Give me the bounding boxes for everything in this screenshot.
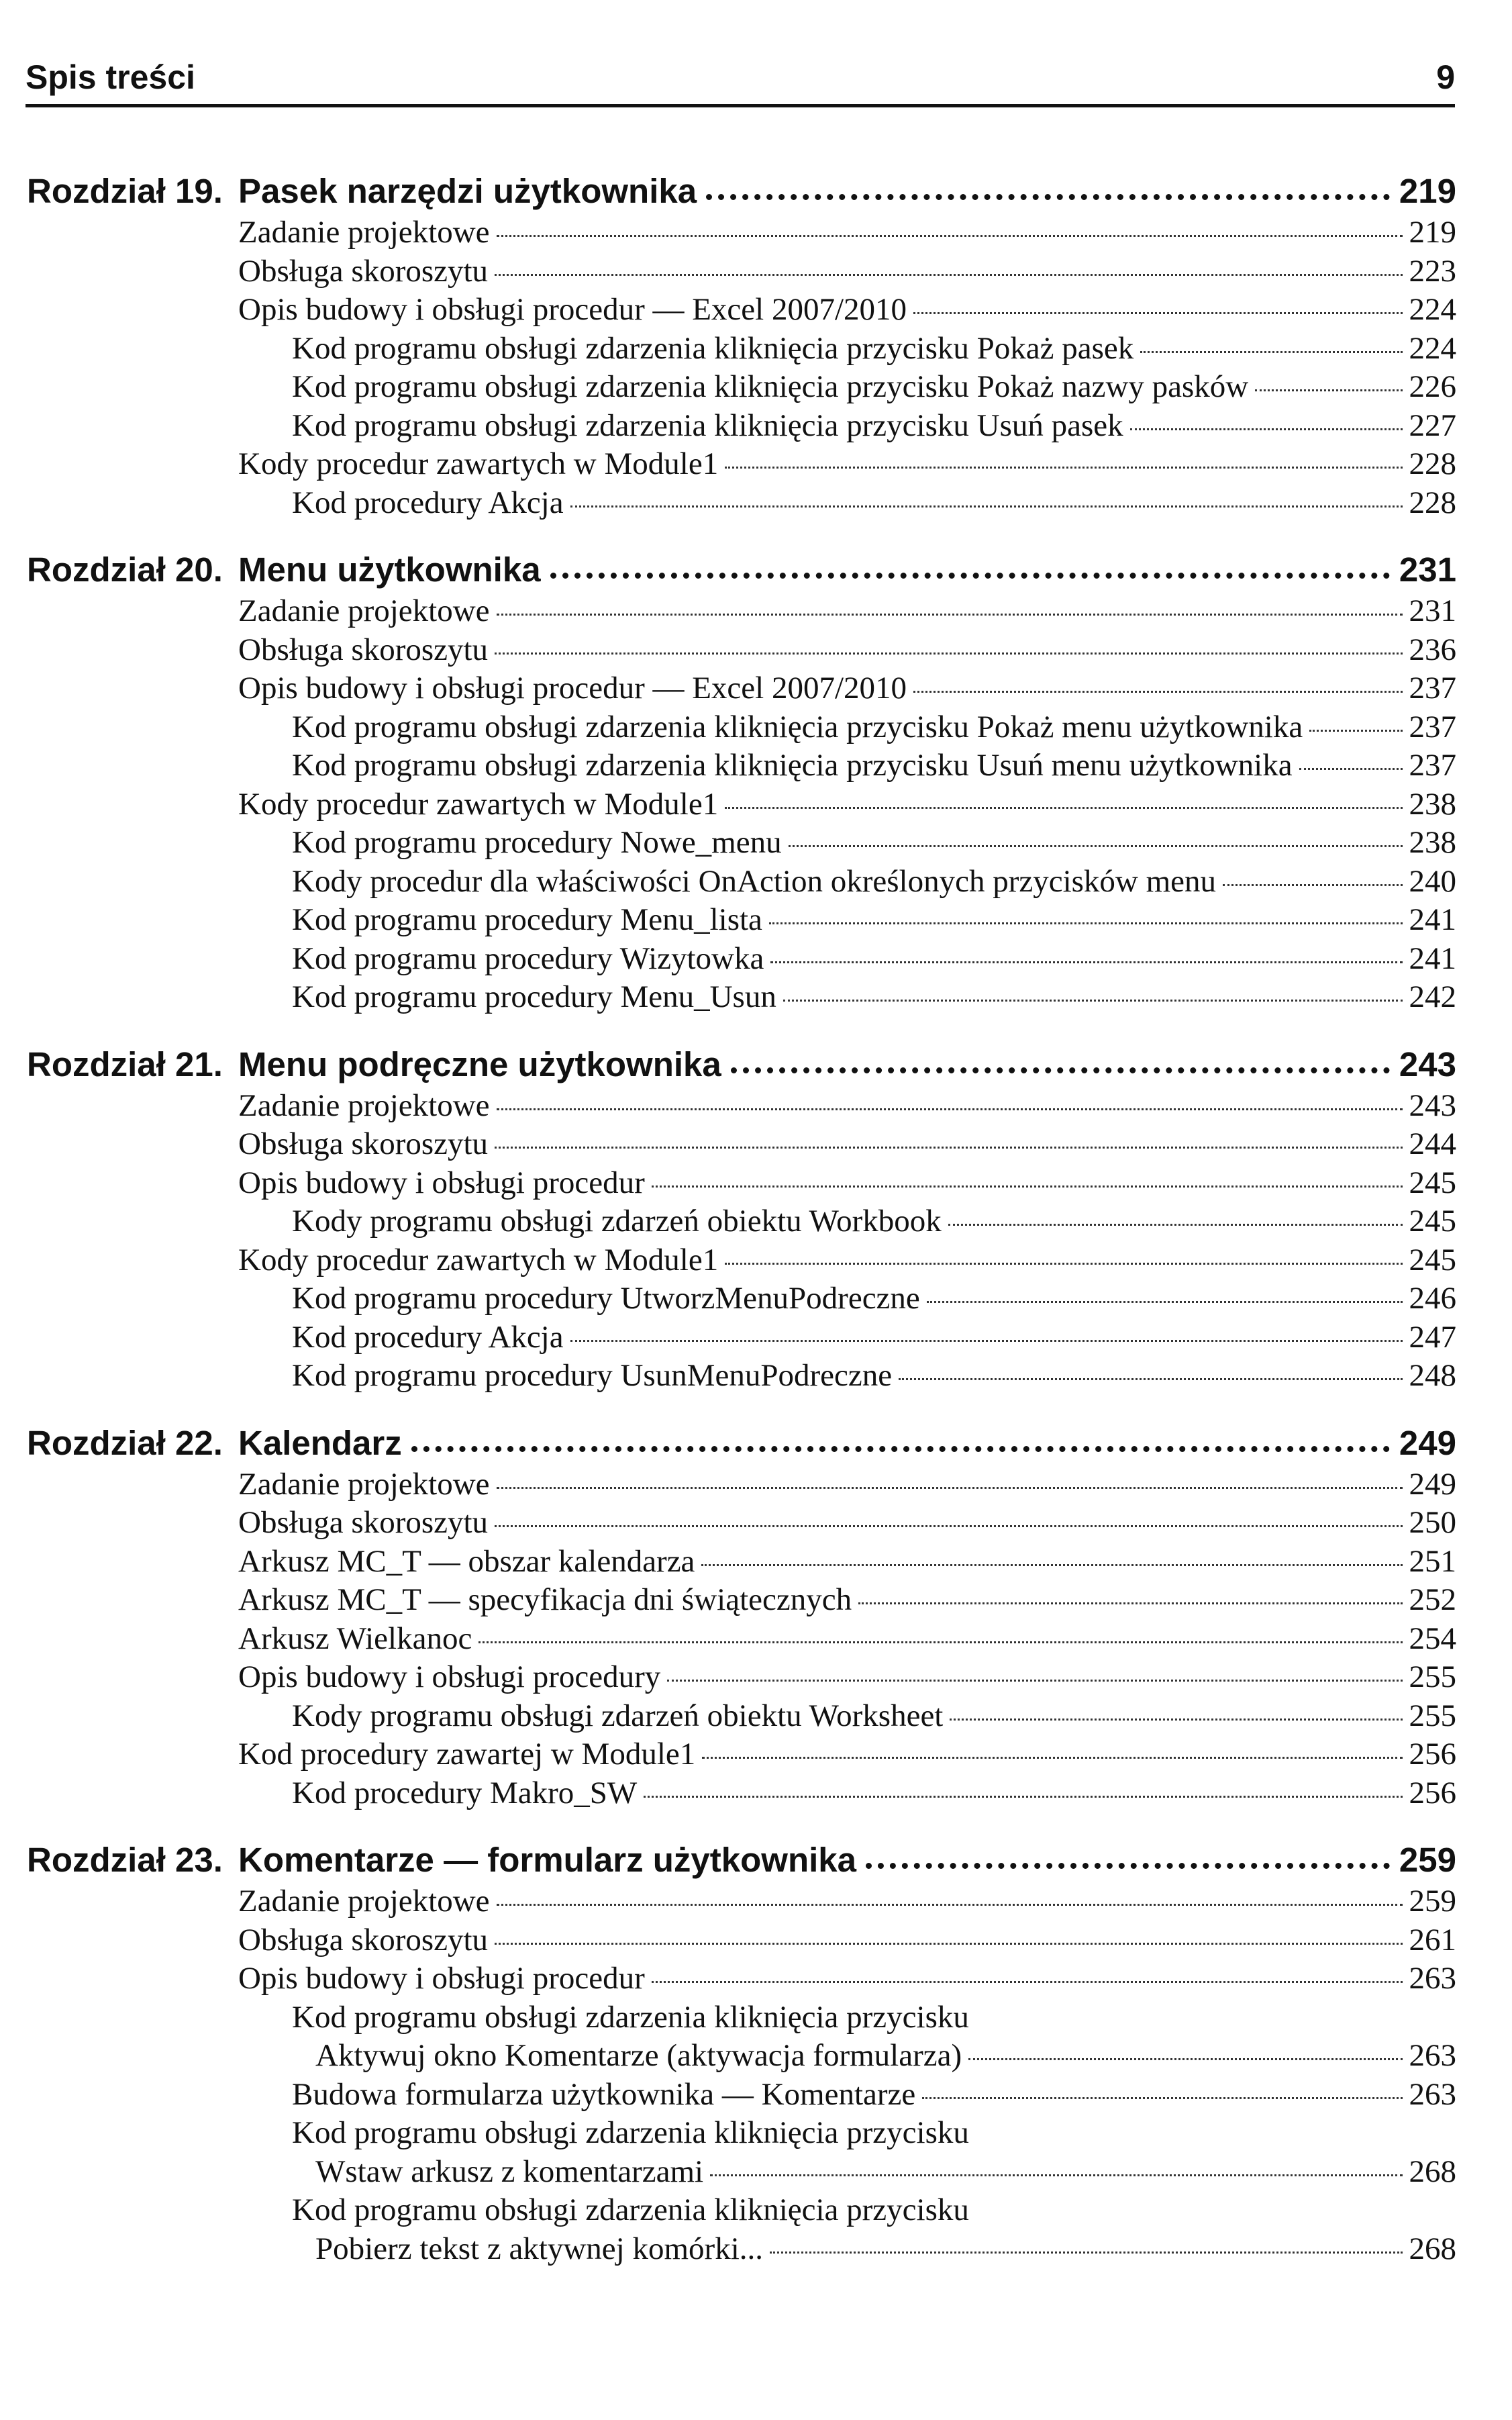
toc-entry — [27, 1126, 1456, 1165]
entry-text: Kod programu obsługi zdarzenia kliknięcia przycisku Pokaż pasek — [292, 330, 1134, 366]
dot-leader — [497, 1904, 1403, 1906]
dot-leader — [478, 1641, 1402, 1643]
dot-leader — [701, 1564, 1402, 1566]
entry-text: Opis budowy i obsługi procedur — [238, 1961, 645, 1996]
entry-page: 263 — [1409, 2076, 1456, 2112]
chapter-heading — [27, 550, 1456, 593]
page-header — [26, 51, 1455, 105]
toc-entry — [27, 786, 1456, 825]
toc-entry — [27, 1087, 1456, 1126]
dot-leader — [1299, 768, 1403, 770]
dot-leader — [725, 1263, 1402, 1265]
toc-entry — [27, 1883, 1456, 1922]
entry-text: Kod programu procedury UtworzMenuPodreczne — [292, 1281, 920, 1316]
entry-page: 224 — [1409, 330, 1456, 366]
header-rule — [26, 104, 1455, 107]
entry-text: Obsługa skoroszytu — [238, 253, 489, 289]
chapter-heading — [27, 1045, 1456, 1087]
toc-entry — [27, 330, 1456, 369]
dot-leader — [1255, 389, 1402, 391]
toc-entry — [27, 1659, 1456, 1698]
entry-text: Obsługa skoroszytu — [238, 1126, 489, 1161]
entry-page: 246 — [1409, 1281, 1456, 1316]
dot-leader — [710, 2174, 1402, 2176]
entry-page: 251 — [1409, 1543, 1456, 1579]
entry-page: 252 — [1409, 1582, 1456, 1617]
toc-entry — [27, 2076, 1456, 2115]
toc-entry — [27, 902, 1456, 940]
toc-entry — [27, 747, 1456, 786]
entry-text: Kod programu obsługi zdarzenia kliknięcia przycisku — [292, 2115, 969, 2150]
entry-page: 256 — [1409, 1775, 1456, 1810]
entry-page: 228 — [1409, 446, 1456, 481]
dot-leader — [495, 652, 1402, 655]
dot-leader — [652, 1185, 1403, 1188]
entry-page: 245 — [1409, 1165, 1456, 1200]
entry-text: Zadanie projektowe — [238, 1884, 490, 1919]
entry-page: 224 — [1409, 292, 1456, 327]
dot-leader — [770, 961, 1402, 963]
entry-page: 259 — [1409, 1884, 1456, 1919]
dot-leader — [1140, 351, 1402, 353]
entry-text: Obsługa skoroszytu — [238, 632, 489, 667]
dot-leader — [769, 922, 1403, 924]
entry-text: Obsługa skoroszytu — [238, 1922, 489, 1957]
dot-leader — [948, 1224, 1403, 1226]
entry-text: Zadanie projektowe — [238, 593, 490, 628]
toc-entry — [27, 1319, 1456, 1358]
entry-text: Kody programu obsługi zdarzeń obiektu Workbook — [292, 1204, 942, 1239]
dot-leader — [495, 1943, 1402, 1945]
toc-entry — [27, 369, 1456, 407]
entry-page: 223 — [1409, 253, 1456, 289]
chapter-label: Rozdział 22. — [27, 1423, 223, 1462]
entry-text: Kod programu obsługi zdarzenia kliknięcia przycisku — [292, 2192, 969, 2227]
dot-leader — [1309, 730, 1402, 732]
entry-text: Kod programu obsługi zdarzenia kliknięcia przycisku — [292, 1999, 969, 2035]
toc-entry — [27, 1999, 1456, 2038]
dot-leader — [667, 1680, 1402, 1682]
toc-entry — [27, 824, 1456, 863]
dot-leader — [922, 2097, 1402, 2099]
chapter-title: Komentarze — formularz użytkownika — [238, 1841, 857, 1879]
entry-text: Obsługa skoroszytu — [238, 1505, 489, 1540]
chapter-section — [27, 171, 1456, 523]
dot-leader — [1223, 884, 1402, 886]
entry-text: Kod programu procedury UsunMenuPodreczne — [292, 1358, 893, 1393]
dot-leader — [725, 807, 1402, 809]
entry-text: Opis budowy i obsługi procedur — [238, 1165, 645, 1200]
entry-page: 263 — [1409, 2038, 1456, 2073]
entry-page: 242 — [1409, 979, 1456, 1014]
entry-text: Zadanie projektowe — [238, 1087, 490, 1123]
dot-leader — [1130, 428, 1403, 430]
entry-page: 245 — [1409, 1204, 1456, 1239]
entry-text: Arkusz MC_T — specyfikacja dni świątecznych — [238, 1582, 852, 1617]
toc-entry — [27, 1736, 1456, 1775]
entry-page: 254 — [1409, 1620, 1456, 1656]
dot-leader — [497, 1108, 1403, 1110]
dot-leader — [570, 505, 1403, 507]
chapter-section — [27, 1045, 1456, 1396]
dot-leader — [495, 1525, 1402, 1527]
dot-leader — [550, 573, 1390, 579]
toc-entry — [27, 2153, 1456, 2192]
chapter-page: 219 — [1399, 172, 1456, 210]
toc-entry — [27, 1543, 1456, 1582]
chapter-heading — [27, 1423, 1456, 1466]
chapter-label: Rozdział 19. — [27, 172, 223, 210]
table-of-contents — [27, 171, 1456, 2296]
chapter-label: Rozdział 21. — [27, 1045, 223, 1083]
toc-entry — [27, 2115, 1456, 2153]
chapter-heading — [27, 171, 1456, 214]
entry-text: Budowa formularza użytkownika — Komentarze — [292, 2076, 916, 2112]
entry-text: Kod programu procedury Menu_Usun — [292, 979, 776, 1014]
dot-leader — [725, 467, 1402, 469]
chapter-title: Menu podręczne użytkownika — [238, 1045, 721, 1083]
dot-leader — [411, 1446, 1390, 1452]
entry-text: Kod programu procedury Menu_lista — [292, 902, 762, 937]
entry-page: 241 — [1409, 940, 1456, 976]
entry-page: 228 — [1409, 485, 1456, 520]
dot-leader — [652, 1981, 1403, 1983]
entry-text: Kod procedury Akcja — [292, 485, 564, 520]
entry-text: Kod procedury zawartej w Module1 — [238, 1737, 696, 1772]
chapter-section — [27, 550, 1456, 1018]
toc-entry — [27, 979, 1456, 1018]
toc-entry — [27, 485, 1456, 524]
toc-entry — [27, 2231, 1456, 2270]
entry-text: Pobierz tekst z aktywnej komórki... — [315, 2231, 763, 2266]
entry-page: 249 — [1409, 1466, 1456, 1502]
dot-leader — [858, 1602, 1402, 1604]
entry-text: Kod programu obsługi zdarzenia kliknięcia przycisku Usuń pasek — [292, 407, 1123, 443]
chapter-section — [27, 1840, 1456, 2269]
chapter-label: Rozdział 20. — [27, 550, 223, 589]
chapter-section — [27, 1423, 1456, 1814]
entry-page: 247 — [1409, 1319, 1456, 1355]
chapter-page: 249 — [1399, 1423, 1456, 1462]
dot-leader — [495, 274, 1402, 276]
entry-page: 236 — [1409, 632, 1456, 667]
chapter-page: 243 — [1399, 1045, 1456, 1083]
entry-text: Zadanie projektowe — [238, 215, 490, 250]
entry-text: Kody programu obsługi zdarzeń obiektu Worksheet — [292, 1698, 944, 1733]
chapter-label: Rozdział 23. — [27, 1841, 223, 1879]
entry-page: 244 — [1409, 1126, 1456, 1161]
entry-text: Kod programu obsługi zdarzenia kliknięcia przycisku Pokaż menu użytkownika — [292, 709, 1303, 744]
toc-entry — [27, 446, 1456, 485]
entry-page: 263 — [1409, 1961, 1456, 1996]
chapter-heading — [27, 1840, 1456, 1883]
entry-page: 219 — [1409, 215, 1456, 250]
entry-page: 255 — [1409, 1698, 1456, 1733]
toc-entry — [27, 940, 1456, 979]
entry-page: 243 — [1409, 1087, 1456, 1123]
toc-entry — [27, 253, 1456, 292]
running-title: Spis treści — [26, 58, 195, 96]
entry-page: 261 — [1409, 1922, 1456, 1957]
toc-entry — [27, 214, 1456, 253]
toc-entry — [27, 1960, 1456, 1999]
chapter-title: Pasek narzędzi użytkownika — [238, 172, 697, 210]
entry-page: 240 — [1409, 863, 1456, 899]
entry-page: 231 — [1409, 593, 1456, 628]
toc-entry — [27, 1242, 1456, 1281]
dot-leader — [570, 1340, 1403, 1342]
toc-entry — [27, 2037, 1456, 2076]
entry-page: 238 — [1409, 825, 1456, 860]
dot-leader — [497, 614, 1403, 616]
dot-leader — [706, 194, 1390, 200]
entry-page: 237 — [1409, 671, 1456, 706]
toc-entry — [27, 1582, 1456, 1620]
toc-entry — [27, 1698, 1456, 1737]
dot-leader — [968, 2058, 1402, 2060]
toc-entry — [27, 863, 1456, 902]
dot-leader — [950, 1719, 1402, 1721]
toc-entry — [27, 1280, 1456, 1319]
entry-page: 250 — [1409, 1505, 1456, 1540]
toc-entry — [27, 1922, 1456, 1961]
dot-leader — [495, 1147, 1402, 1149]
entry-text: Arkusz Wielkanoc — [238, 1620, 472, 1656]
dot-leader — [913, 312, 1402, 314]
dot-leader — [731, 1067, 1390, 1073]
entry-text: Wstaw arkusz z komentarzami — [315, 2153, 704, 2189]
toc-entry — [27, 632, 1456, 671]
toc-entry — [27, 1775, 1456, 1814]
entry-text: Kody procedur zawartych w Module1 — [238, 786, 719, 822]
toc-entry — [27, 1357, 1456, 1396]
page-number: 9 — [1436, 58, 1455, 96]
entry-page: 268 — [1409, 2153, 1456, 2189]
dot-leader — [497, 1487, 1403, 1489]
toc-entry — [27, 1466, 1456, 1505]
dot-leader — [783, 1000, 1403, 1002]
toc-entry — [27, 1165, 1456, 1204]
entry-page: 268 — [1409, 2231, 1456, 2266]
dot-leader — [497, 235, 1403, 237]
entry-page: 226 — [1409, 369, 1456, 404]
dot-leader — [789, 845, 1403, 847]
dot-leader — [866, 1863, 1390, 1869]
entry-text: Kod procedury Makro_SW — [292, 1775, 638, 1810]
toc-entry — [27, 2192, 1456, 2231]
entry-text: Kod programu procedury Nowe_menu — [292, 825, 782, 860]
toc-entry — [27, 407, 1456, 446]
entry-page: 256 — [1409, 1737, 1456, 1772]
toc-entry — [27, 593, 1456, 632]
entry-page: 227 — [1409, 407, 1456, 443]
entry-text: Opis budowy i obsługi procedur — Excel 2007/2010 — [238, 671, 907, 706]
entry-text: Kod programu obsługi zdarzenia kliknięcia przycisku Pokaż nazwy pasków — [292, 369, 1249, 404]
entry-page: 255 — [1409, 1659, 1456, 1694]
dot-leader — [702, 1757, 1402, 1759]
toc-entry — [27, 1620, 1456, 1659]
toc-entry — [27, 1203, 1456, 1242]
entry-page: 245 — [1409, 1242, 1456, 1277]
dot-leader — [899, 1378, 1402, 1380]
chapter-page: 231 — [1399, 550, 1456, 589]
chapter-page: 259 — [1399, 1841, 1456, 1879]
toc-entry — [27, 709, 1456, 748]
entry-text: Kod programu procedury Wizytowka — [292, 940, 764, 976]
entry-text: Kody procedur zawartych w Module1 — [238, 446, 719, 481]
entry-text: Kody procedur zawartych w Module1 — [238, 1242, 719, 1277]
entry-text: Kod programu obsługi zdarzenia kliknięcia przycisku Usuń menu użytkownika — [292, 748, 1293, 783]
entry-page: 238 — [1409, 786, 1456, 822]
chapter-title: Kalendarz — [238, 1423, 402, 1462]
entry-text: Opis budowy i obsługi procedury — [238, 1659, 661, 1694]
toc-entry — [27, 670, 1456, 709]
entry-page: 241 — [1409, 902, 1456, 937]
dot-leader — [913, 691, 1402, 693]
entry-page: 248 — [1409, 1358, 1456, 1393]
entry-text: Zadanie projektowe — [238, 1466, 490, 1502]
entry-text: Kod procedury Akcja — [292, 1319, 564, 1355]
entry-text: Arkusz MC_T — obszar kalendarza — [238, 1543, 695, 1579]
dot-leader — [644, 1796, 1402, 1798]
entry-page: 237 — [1409, 748, 1456, 783]
toc-entry — [27, 1504, 1456, 1543]
entry-page: 237 — [1409, 709, 1456, 744]
dot-leader — [770, 2252, 1403, 2254]
entry-text: Opis budowy i obsługi procedur — Excel 2007/2010 — [238, 292, 907, 327]
dot-leader — [927, 1301, 1403, 1303]
toc-entry — [27, 291, 1456, 330]
entry-text: Kody procedur dla właściwości OnAction określonych przycisków menu — [292, 863, 1217, 899]
chapter-title: Menu użytkownika — [238, 550, 541, 589]
entry-text: Aktywuj okno Komentarze (aktywacja formularza) — [315, 2038, 962, 2073]
